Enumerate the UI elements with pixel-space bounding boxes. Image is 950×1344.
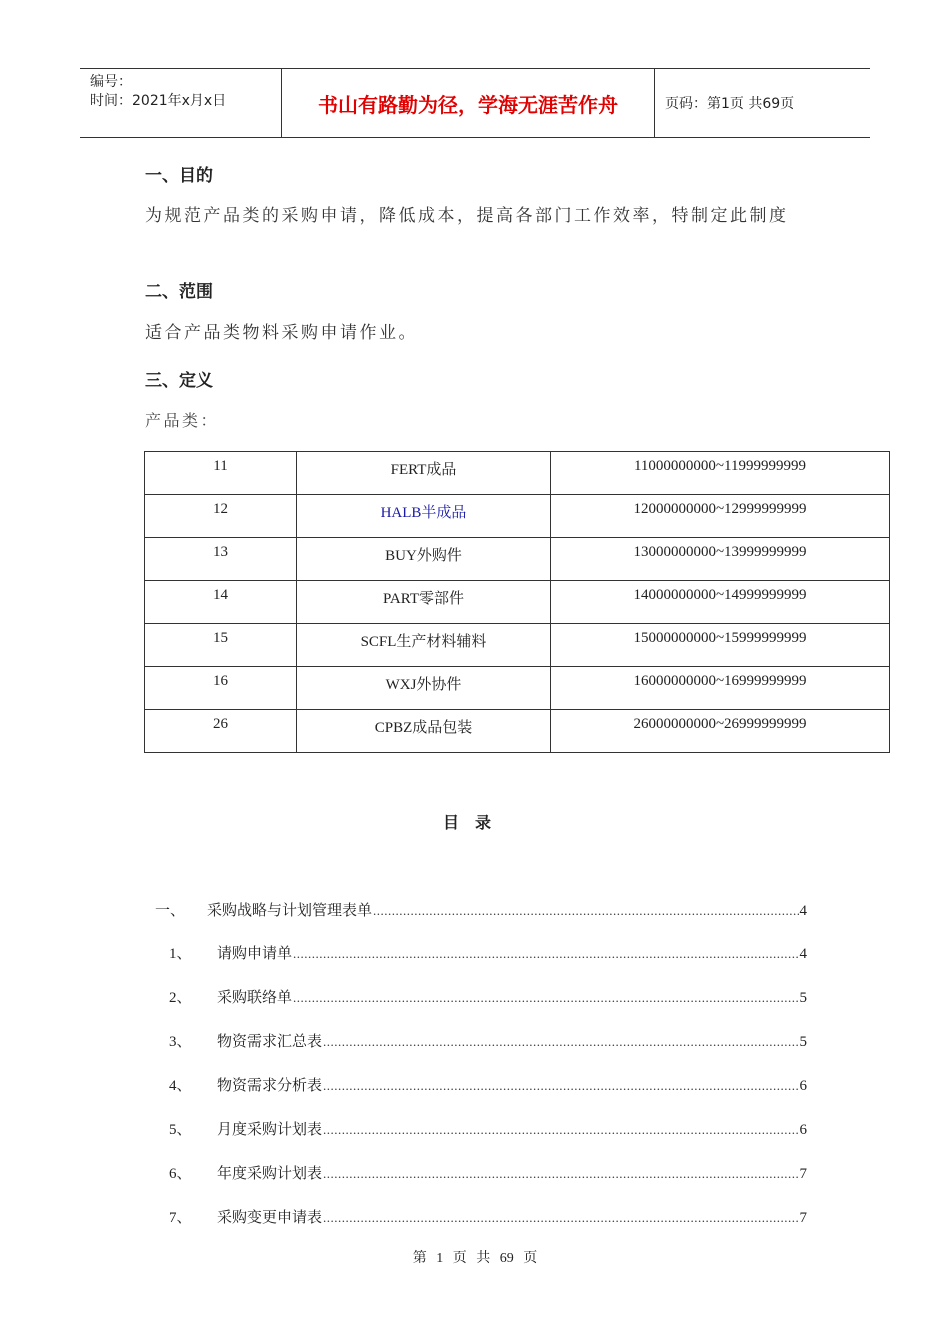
toc-entry-number: 一、: [155, 903, 186, 919]
section-text-scope: 适合产品类物料采购申请作业。: [145, 323, 418, 343]
toc-entry[interactable]: [155, 1118, 807, 1140]
toc-entry[interactable]: [155, 1030, 807, 1052]
section-title-purpose: 一、目的: [145, 166, 213, 186]
header-motto: 书山有路勤为径，学海无涯苦作舟: [318, 92, 618, 117]
page-footer: 第 1 页 共 69 页: [412, 1251, 538, 1266]
toc-entry-label: 物资需求分析表: [217, 1078, 323, 1094]
table-cell-range: 16000000000~16999999999: [551, 667, 890, 710]
toc-entry-page: 5: [799, 1034, 807, 1050]
toc-entry-number: 3、: [169, 1034, 192, 1050]
table-cell-code: 15: [145, 624, 297, 667]
table-row: [145, 538, 890, 581]
section-title-scope: 二、范围: [145, 282, 213, 302]
section-text-definition: 产品类：: [145, 411, 220, 430]
section-title-definition: 三、定义: [145, 371, 213, 391]
table-cell-code: 16: [145, 667, 297, 710]
table-cell-name: HALB半成品: [297, 495, 551, 538]
header-divider: [654, 69, 655, 137]
toc-entry[interactable]: [155, 986, 807, 1008]
table-cell-code: 13: [145, 538, 297, 581]
toc-entry[interactable]: [155, 1074, 807, 1096]
section-text-purpose: 为规范产品类的采购申请，降低成本，提高各部门工作效率，特制定此制度: [145, 206, 789, 226]
toc-entry-number: 2、: [169, 990, 192, 1006]
toc-entry-label: 采购战略与计划管理表单: [207, 903, 373, 919]
toc-entry-page: 4: [799, 946, 807, 962]
toc-entry-label: 年度采购计划表: [217, 1166, 323, 1182]
toc-leader-dots: [293, 946, 798, 962]
table-cell-code: 11: [145, 452, 297, 495]
toc-entry-label: 请购申请单: [217, 946, 293, 962]
toc-leader-dots: [323, 1034, 798, 1050]
toc-entry-page: 5: [799, 990, 807, 1006]
toc-entry-page: 6: [799, 1078, 807, 1094]
table-row: [145, 452, 890, 495]
header-page-number: 页码：第1页 共69页: [665, 96, 795, 112]
toc-entry-label: 月度采购计划表: [217, 1122, 323, 1138]
table-cell-range: 26000000000~26999999999: [551, 710, 890, 753]
time-label: 时间：2021年x月x日: [90, 93, 227, 109]
toc-entry[interactable]: [155, 1206, 807, 1228]
toc-entry[interactable]: [155, 1162, 807, 1184]
toc-entry-number: 1、: [169, 946, 192, 962]
table-cell-name: FERT成品: [297, 452, 551, 495]
toc-entry-label: 采购变更申请表: [217, 1210, 323, 1226]
table-cell-name: WXJ外协件: [297, 667, 551, 710]
toc-leader-dots: [323, 1166, 798, 1182]
toc-entry-page: 6: [799, 1122, 807, 1138]
header-meta: [90, 73, 226, 111]
toc-entry[interactable]: [155, 899, 807, 921]
table-cell-range: 15000000000~15999999999: [551, 624, 890, 667]
table-cell-range: 13000000000~13999999999: [551, 538, 890, 581]
table-cell-range: 14000000000~14999999999: [551, 581, 890, 624]
page-header: [80, 68, 870, 138]
table-cell-code: 14: [145, 581, 297, 624]
toc-entry-page: 4: [799, 903, 807, 919]
toc-entry-number: 5、: [169, 1122, 192, 1138]
table-cell-code: 12: [145, 495, 297, 538]
table-cell-range: 12000000000~12999999999: [551, 495, 890, 538]
toc-leader-dots: [323, 1122, 798, 1138]
table-cell-name: PART零部件: [297, 581, 551, 624]
toc-leader-dots: [293, 990, 798, 1006]
table-row: [145, 667, 890, 710]
table-row: [145, 581, 890, 624]
toc-leader-dots: [373, 903, 798, 919]
table-cell-name: BUY外购件: [297, 538, 551, 581]
toc-entry-page: 7: [799, 1166, 807, 1182]
table-row: [145, 710, 890, 753]
code-label: 编号：: [90, 74, 132, 90]
table-row: [145, 624, 890, 667]
toc-leader-dots: [323, 1210, 798, 1226]
toc-title: 目录: [442, 813, 507, 832]
product-category-table: [144, 451, 890, 753]
table-cell-code: 26: [145, 710, 297, 753]
table-cell-range: 11000000000~11999999999: [551, 452, 890, 495]
toc-entry-label: 采购联络单: [217, 990, 293, 1006]
toc-leader-dots: [323, 1078, 798, 1094]
toc-entry[interactable]: [155, 942, 807, 964]
table-row: [145, 495, 890, 538]
table-cell-name: SCFL生产材料辅料: [297, 624, 551, 667]
toc-entry-label: 物资需求汇总表: [217, 1034, 323, 1050]
toc-entry-number: 7、: [169, 1210, 192, 1226]
toc-entry-page: 7: [799, 1210, 807, 1226]
toc-entry-number: 6、: [169, 1166, 192, 1182]
toc-entry-number: 4、: [169, 1078, 192, 1094]
table-cell-name: CPBZ成品包装: [297, 710, 551, 753]
